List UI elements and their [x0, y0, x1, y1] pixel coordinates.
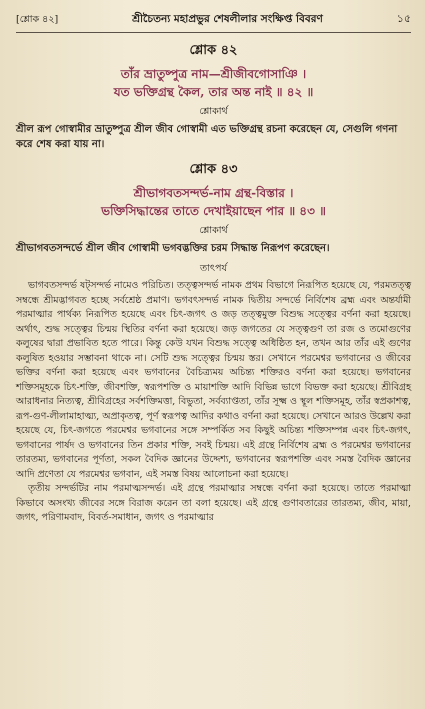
verse-43-line-2: ভক্তিসিদ্ধান্তের তাতে দেখাইয়াছেন পার ॥ ৪৩ ॥	[101, 204, 326, 218]
header-rule	[16, 32, 411, 33]
verse-42	[16, 41, 411, 101]
purport-paragraph-2: তৃতীয় সন্দর্ভটির নাম পরমাত্মসন্দর্ভ। এই গ্রন্থে পরমাত্মার সম্বন্ধে বর্ণনা করা হয়েছে। তাতে পরমাত্মা কিভাবে অসংখ্য জীবের সঙ্গে বিরাজ করেন তা বলা হয়েছে। এই গ্রন্থে গুণাবতারের তারতম্য, জীব, মায়া, জগৎ, পরিণামবাদ, বিবর্ত-সমাধান, জগৎ ও পরমাত্মার	[16, 483, 411, 523]
verse-43-number: শ্লোক ৪৩	[189, 162, 238, 177]
verse-42-line-2: যত ভক্তিগ্রন্থ কৈল, তার অন্ত নাই ॥ ৪২ ॥	[113, 85, 314, 99]
verse-42-line-1: তাঁর ভ্রাতুষ্পুত্র নাম—শ্রীজীবগোসাঞি ।	[120, 67, 307, 81]
verse-42-number: শ্লোক ৪২	[189, 43, 238, 58]
verse-43	[16, 160, 411, 220]
purport-body	[16, 279, 411, 526]
verse-43-translation: শ্রীভাগবতসন্দর্ভে শ্রীল জীব গোস্বামী ভগবদ্ভক্তির চরম সিদ্ধান্ত নিরূপণ করেছেন।	[16, 243, 330, 254]
verse-42-translation-label: শ্লোকার্থ	[199, 106, 228, 117]
purport-label: তাৎপর্য	[200, 263, 227, 274]
page-number: ১৫	[396, 12, 411, 25]
header-title: শ্রীচৈতন্য মহাপ্রভুর শেষলীলার সংক্ষিপ্ত বিবরণ	[132, 13, 323, 25]
verse-43-translation-label: শ্লোকার্থ	[199, 225, 228, 236]
header-verse-ref: [শ্লোক ৪২]	[16, 14, 59, 25]
purport-paragraph-1: ভাগবতসন্দর্ভ ষট্‌সন্দর্ভ নামেও পরিচিত। তত্ত্বসন্দর্ভ নামক প্রথম বিভাগে নিরূপিত হয়েছে যে, পরমতত্ত্ব সম্বন্ধে শ্রীমদ্ভাগবত হচ্ছে সর্বশ্রেষ্ঠ প্রমাণ। ভগবৎসন্দর্ভ নামক দ্বিতীয় সন্দর্ভে নির্বিশেষ ব্রহ্ম এবং অন্তর্যামী পরমাত্মার পার্থক্য নিরূপিত হয়েছে এবং চিৎ-জগৎ ও জড় তত্ত্বমুক্ত বিশুদ্ধ সত্ত্বের বর্ণনা করা হয়েছে। অর্থাৎ, শুদ্ধ সত্ত্বের চিন্ময় স্থিতির বর্ণনা করা হয়েছে। জড় জগতের যে সত্ত্বগুণ তা রজ ও তমোগুণের কলুষের দ্বারা প্রভাবিত হতে পারে। কিন্তু কেউ যখন বিশুদ্ধ সত্ত্বে অধিষ্ঠিত হন, তখন আর তাঁর এই গুণের কলুষিত হওয়ার সম্ভাবনা থাকে না। সেটি শুদ্ধ সত্ত্বের চিন্ময় স্তর। সেখানে পরমেশ্বর ভগবানের ও জীবের ভক্তির বর্ণনা করা হয়েছে এবং ভগবানের বৈচিত্র্যময় অচিন্ত্য শক্তিরও বর্ণনা করা হয়েছে। ভগবানের শক্তিসমূহকে চিৎ-শক্তি, জীবশক্তি, স্বরূপশক্তি ও মায়াশক্তি আদি বিভিন্ন ভাগে বিভক্ত করা হয়েছে। শ্রীবিগ্রহ আরাধনার নিত্যত্ব, শ্রীবিগ্রহের সর্বশক্তিমত্তা, বিভুতা, সর্বব্যাপ্ততা, তাঁর সূক্ষ্ম ও স্থূল শক্তিসমূহ, তাঁর স্বপ্রকাশত্ব, রূপ-গুণ-লীলামাহাত্ম্য, অপ্রাকৃতত্ব, পূর্ণ স্বরূপত্ব আদির কথাও বর্ণনা করা হয়েছে। সেখানে আরও উল্লেখ করা হয়েছে যে, চিৎ-জগতে পরমেশ্বর ভগবানের সঙ্গে সম্পর্কিত সব কিছুই অচিন্ত্য শক্তিসম্পন্ন এবং চিৎ-জগৎ, ভগবানের পার্ষদ ও ভগবানের তিন প্রকার শক্তি, সবই চিন্ময়। এই গ্রন্থে নির্বিশেষ ব্রহ্ম ও পরমেশ্বর ভগবানের তারতম্য, ভগবানের পূর্ণতা, সকল বৈদিক জ্ঞানের উদ্দেশ্য, ভগবানের স্বরূপশক্তি এবং সমস্ত বৈদিক জ্ঞানের আদি প্রণেতা যে পরমেশ্বর ভগবান, এই সমস্ত বিষয় আলোচনা করা হয়েছে।	[16, 280, 411, 480]
verse-43-line-1: শ্রীভাগবতসন্দর্ভ-নাম গ্রন্থ-বিস্তার ।	[133, 186, 294, 200]
verse-42-translation: শ্রীল রূপ গোস্বামীর ভ্রাতুষ্পুত্র শ্রীল জীব গোস্বামী এত ভক্তিগ্রন্থ রচনা করেছেন যে, সেগুলি গণনা করে শেষ করা যায় না।	[16, 124, 398, 150]
page-header	[16, 10, 411, 30]
